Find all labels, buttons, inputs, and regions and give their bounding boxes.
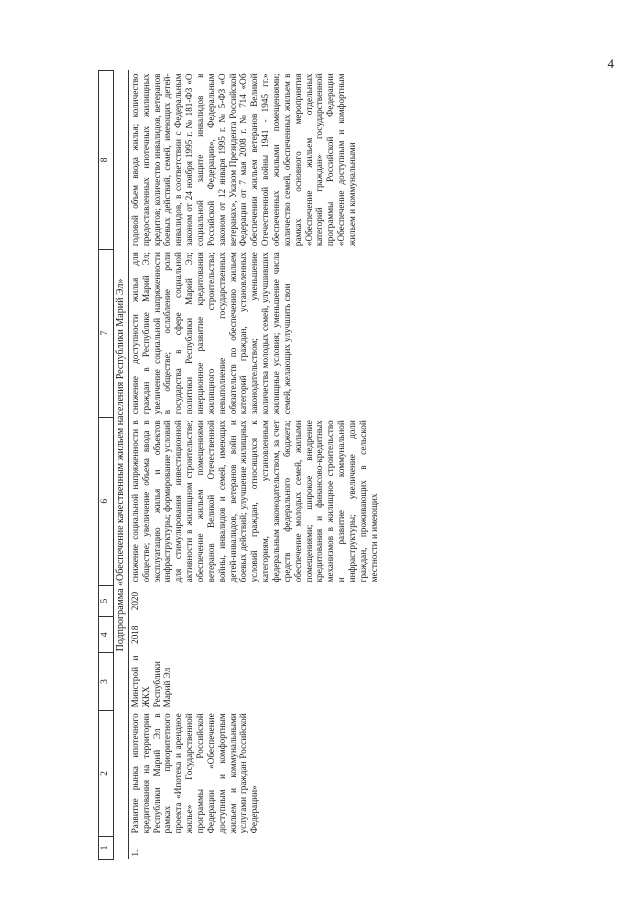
col-number-6: 6 [99, 417, 114, 585]
col-number-5: 5 [99, 585, 114, 617]
end-year: 2020 [129, 591, 140, 611]
column-number-row [99, 71, 114, 860]
table-row [128, 71, 380, 860]
rotated-table-sheet [98, 70, 624, 860]
expected-result: снижение социальной напряженности в обществе; увеличение объема ввода в эксплуатацию жилья и объектов инфраструктуры; формирование условий для стимулирования инвестиционной активности в жилищном строительстве; обеспечение жильем помещениями ветеранов Великой Отечественной войны, инвалидов и семей, имеющих детей-инвалидов, ветеранов войн и боевых действий; улучшение жилищных условий граждан, относящихся к категориям, установленным федеральным законодательством, за счет средств федерального бюджета; обеспечение молодых семей, жилыми помещениями; широкое внедрение кредитования и финансово-кредитных механизмов в жилищное строительство и развитие коммунальной инфраструктуры; увеличение доли граждан, проживающих в сельской местности и имеющих [129, 420, 379, 583]
col-number-2: 2 [99, 710, 114, 836]
linked-indicators: годовой объем ввода жилья; количество предоставленных ипотечных жилищных кредитов; количество инвалидов, ветеранов боевых действий, семей, имеющих детей-инвалидов, в соответствии с Федеральным законом от 24 ноября 1995 г. № 181-ФЗ «О социальной защите инвалидов в Российской Федерации», Федеральным законом от 12 января 1995 г. № 5-ФЗ «О ветеранах», Указом Президента Российской Федерации от 7 мая 2008 г. № 714 «Об обеспечении жильем ветеранов Великой Отечественной войны 1941 - 1945 гг.» обеспеченных жилыми помещениями; количество семей, обеспеченных жильем в рамках основного мероприятия «Обеспечение жильем отдельных категорий граждан» государственной программы Российской Федерации «Обеспечение доступным и комфортным жильем и коммунальными [129, 73, 357, 247]
subprogram-title-row [114, 71, 129, 860]
row-number: 1. [129, 849, 140, 857]
responsible-executor: Минстрой и ЖКХ Республики Марий Эл [129, 655, 173, 708]
subprogram-title: Подпрограмма «Обеспечение качественным жильем населения Республики Марий Эл» [114, 71, 129, 860]
col-number-3: 3 [99, 653, 114, 711]
measures-table [98, 70, 381, 860]
page-number: 4 [607, 56, 614, 71]
col-number-8: 8 [99, 71, 114, 250]
start-year: 2018 [129, 625, 140, 644]
col-number-1: 1 [99, 836, 114, 859]
measure-name: Развитие рынка ипотечного кредитования на территории Республики Марий Эл в рамках приоритетного проекта «Ипотека и арендное жилье» Государственной программы Российской Федерации «Обеспечение доступным и комфортным жильем и коммунальными услугами граждан Российской Федерации» [129, 713, 260, 834]
col-number-7: 7 [99, 249, 114, 417]
col-number-4: 4 [99, 617, 114, 653]
non-implementation-consequences: снижение доступности жилья для граждан в Республике Марий Эл; увеличение социальной напряженности в обществе; ослабление роли государства в сфере социальной политики Республики Марий Эл; инерционное развитие кредитования жилищного строительства; невыполнение государственных обязательств по обеспечению жильем категорий граждан, установленных законодательством; уменьшение количества молодых семей, улучшивших жилищные условия; уменьшение числа семей, желающих улучшить свои [129, 252, 292, 415]
